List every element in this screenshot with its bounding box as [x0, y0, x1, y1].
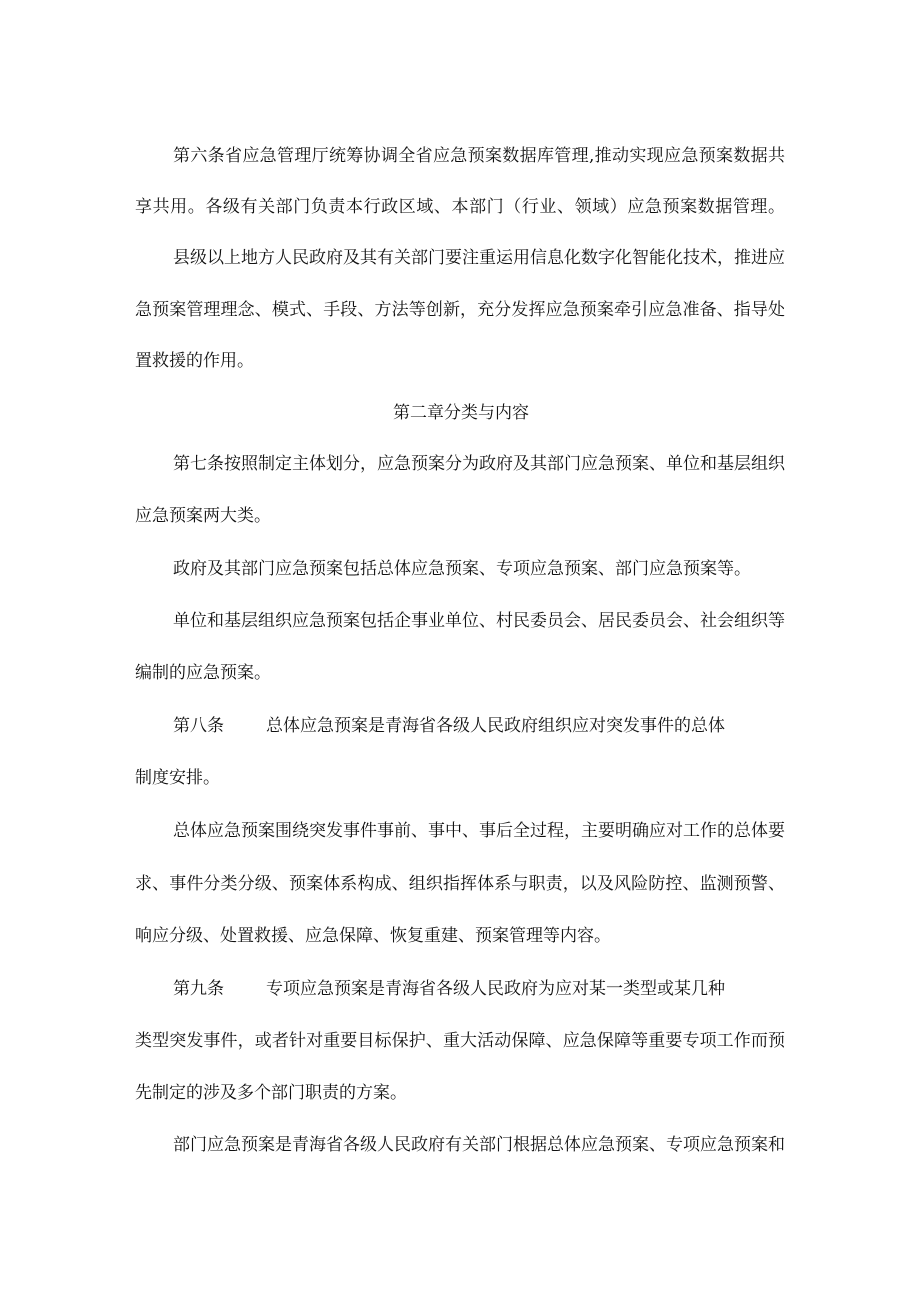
art7-para3-line1: 单位和基层组织应急预案包括企事业单位、村民委员会、居民委员会、社会组织等	[173, 611, 785, 631]
chapter-title: 第二章分类与内容	[393, 403, 529, 423]
art8-para1-line2: 制度安排。	[135, 768, 220, 788]
art6-para2-line3: 置救援的作用。	[135, 351, 254, 371]
art8-para1-line1	[173, 715, 725, 737]
art9-para1-line1	[173, 978, 725, 1000]
art9-para1-line2: 类型突发事件，或者针对重要目标保护、重大活动保障、应急保障等重要专项工作而预	[135, 1031, 785, 1051]
art6-para2-line1: 县级以上地方人民政府及其有关部门要注重运用信息化数字化智能化技术，推进应	[173, 248, 785, 268]
art6-para1-line2: 享共用。各级有关部门负责本行政区域、本部门（行业、领域）应急预案数据管理。	[135, 197, 785, 217]
art8-label: 第八条	[173, 716, 224, 736]
art9-label: 第九条	[173, 979, 224, 999]
art8-para2-line3: 响应分级、处置救援、应急保障、恢复重建、预案管理等内容。	[135, 926, 611, 946]
art8-para1-text: 总体应急预案是青海省各级人民政府组织应对突发事件的总体	[266, 716, 725, 736]
art6-para2-line2: 急预案管理理念、模式、手段、方法等创新，充分发挥应急预案牵引应急准备、指导处	[135, 300, 785, 320]
art8-para2-line2: 求、事件分类分级、预案体系构成、组织指挥体系与职责，以及风险防控、监测预警、	[135, 874, 785, 894]
art7-para1-line1: 第七条按照制定主体划分，应急预案分为政府及其部门应急预案、单位和基层组织	[173, 454, 785, 474]
art8-para2-line1: 总体应急预案围绕突发事件事前、事中、事后全过程，主要明确应对工作的总体要	[173, 821, 785, 841]
art7-para3-line2: 编制的应急预案。	[135, 663, 271, 683]
art7-para1-line2: 应急预案两大类。	[135, 506, 271, 526]
art9-para2-line1: 部门应急预案是青海省各级人民政府有关部门根据总体应急预案、专项应急预案和	[173, 1135, 785, 1155]
art9-para1-line3: 先制定的涉及多个部门职责的方案。	[135, 1083, 407, 1103]
art7-para2-line1: 政府及其部门应急预案包括总体应急预案、专项应急预案、部门应急预案等。	[173, 559, 751, 579]
art9-para1-text: 专项应急预案是青海省各级人民政府为应对某一类型或某几种	[266, 979, 725, 999]
art6-para1-line1: 第六条省应急管理厅统筹协调全省应急预案数据库管理,推动实现应急预案数据共	[173, 146, 785, 166]
